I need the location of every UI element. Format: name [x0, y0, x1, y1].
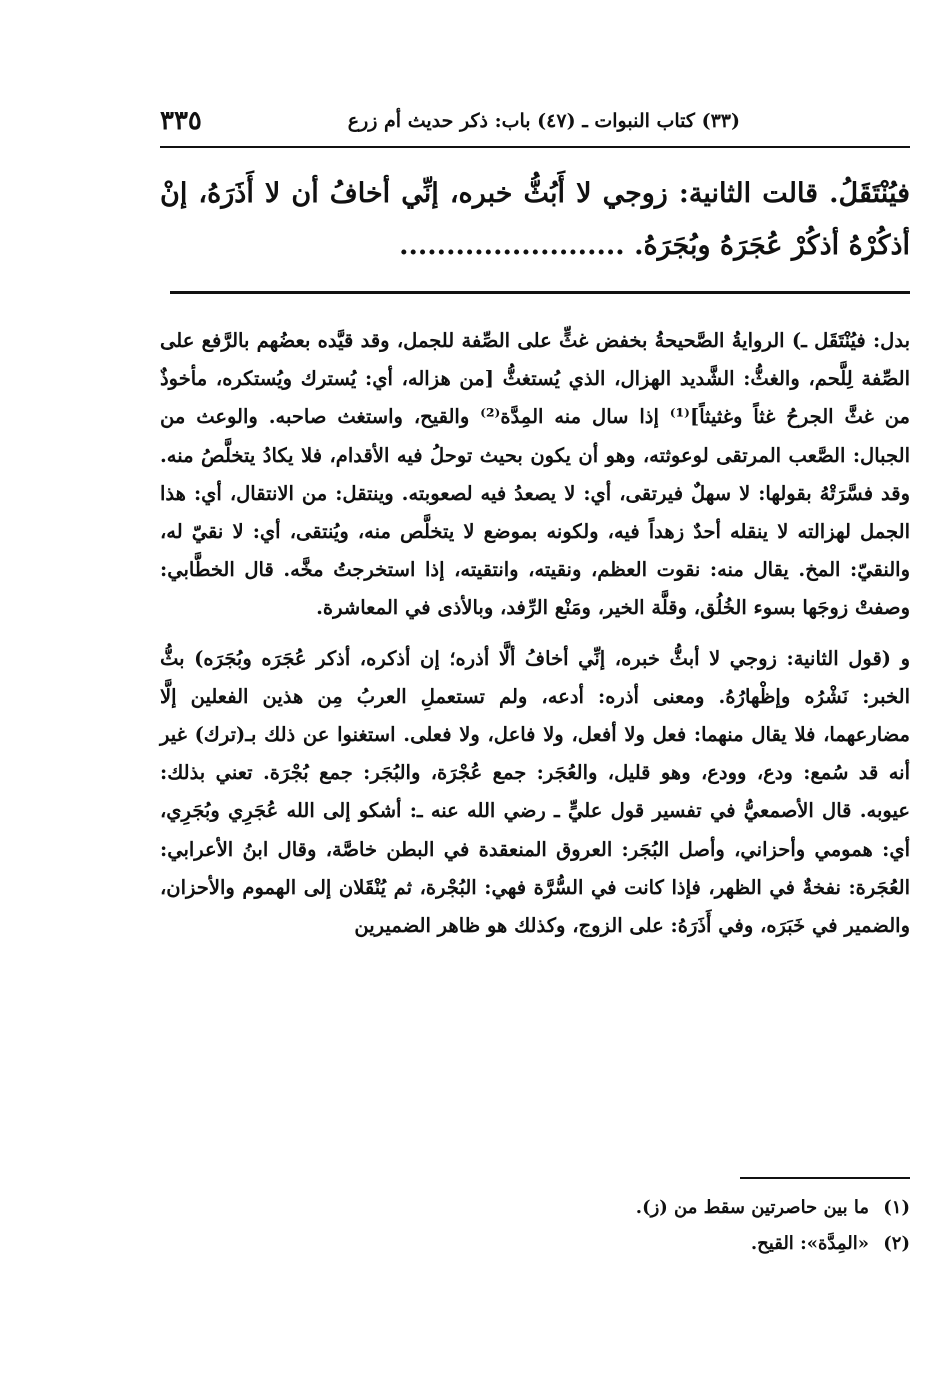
commentary-paragraph: و (قول الثانية: زوجي لا أبثُّ خبره، إنِّي أخافُ ألَّا أذره؛ إن أذكره، أذكر عُجَرَه وبُجَرَه) بثُّ الخبر: نَشْرُه وإظْهارُهُ. ومعنى أذره: أدعه، ولم تستعملِ العربُ مِن هذين الفعلين إلَّا مضارعهما، فلا يقال منهما: فعل ولا أفعل، ولا فاعل، ولا فعلى. استغنوا عن ذلك بـ(ترك) غير أنه قد سُمع: ودع، وودع، وهو قليل، والعُجَر: جمع عُجْرَة، والبُجَر: جمع بُجْرَة. تعني بذلك: عيوبه. قال الأصمعيُّ في تفسير قول عليٍّ ـ رضي الله عنه ـ: أشكو إلى الله عُجَرِي وبُجَرِي، أي: همومي وأحزاني، وأصل البُجَر: العروق المنعقدة في البطن خاصَّة، وقال ابنُ الأعرابي: العُجَرة: نفخةٌ في الظهر، فإذا كانت في السُّرَّة فهي: البُجْرة، ثم يُنْقَلان إلى الهموم والأحزان، والضمير في خَبَرَه، وفي أَذَرَهُ: على الزوج، وكذلك هو ظاهر الضميرين	[160, 646, 910, 938]
footnote-number: (١)	[883, 1197, 910, 1218]
commentary-paragraph: بدل: فيُنْتَقَل ـ) الروايةُ الصَّحيحةُ بخفض غثٍّ على الصِّفة للجمل، وقد قيَّده بعضُهم بالرَّفع على الصِّفة لِلَّحم، والغثُّ: الشَّديد الهزال، الذي يُستغثُّ [من هزاله، أي: يُسترك ويُستكره، مأخوذٌ من غثَّ الجرحُ غثاً وغثيثاً]⁽¹⁾ إذا سال منه المِدَّة⁽²⁾ والقيح، واستغث صاحبه. والوعث من الجبال: الصَّعب المرتقى لوعوثته، وهو أن يكون بحيث توحلُ فيه الأقدام، فلا يكادُ يتخلَّصُ منه. وقد فسَّرَتْهُ بقولها: لا سهلٌ فيرتقى، أي: لا يصعدُ فيه لصعوبته. وينتقل: من الانتقال، أي: هذا الجمل لهزالته لا ينقله أحدٌ زهداً فيه، ولكونه بموضع لا يتخلَّص منه، ويُنتقى، أي: لا نقيّ له، والنقيّ: المخ. يقال منه: نقوت العظم، ونقيته، وانتقيته، إذا استخرجتُ مخَّه. قال الخطَّابي: وصفتْ زوجَها بسوء الخُلُق، وقلَّة الخير، ومَنْع الرِّفد، وبالأذى في المعاشرة.	[160, 329, 911, 620]
footnote-item	[310, 1226, 910, 1262]
footnote-item	[310, 1190, 910, 1226]
hadith-text-block	[160, 168, 910, 272]
hadith-commentary-divider	[170, 291, 910, 294]
header-divider	[160, 146, 910, 148]
footnote-text: «المِدَّة»: القيح.	[750, 1233, 869, 1254]
commentary-block	[160, 322, 910, 945]
running-title: (٣٣) كتاب النبوات ـ (٤٧) باب: ذكر حديث أم زرع	[347, 110, 740, 132]
hadith-text: فيُنْتَقَلُ. قالت الثانية: زوجي لا أَبُثُّ خبره، إنِّي أخافُ أن لا أَذَرَهُ، إنْ أذكُرْهُ أذكُرْ عُجَرَهُ وبُجَرَهُ.	[160, 178, 910, 261]
footnote-text: ما بين حاصرتين سقط من (ز).	[635, 1197, 869, 1218]
page-header	[160, 104, 910, 144]
footnote-number: (٢)	[883, 1233, 910, 1254]
footnotes	[310, 1190, 910, 1262]
page-number: ٣٣٥	[160, 106, 202, 136]
footnote-divider	[740, 1177, 910, 1179]
hadith-ellipsis: ........................	[399, 230, 625, 261]
